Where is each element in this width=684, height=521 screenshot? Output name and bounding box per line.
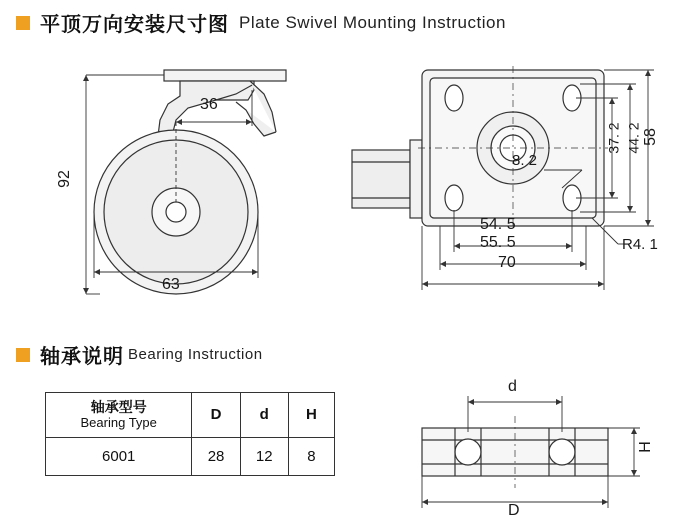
- dim-label-plate-inner-55-5: 55. 5: [480, 234, 516, 251]
- dim-label-height-H: H: [636, 441, 654, 453]
- section-title-en: Plate Swivel Mounting Instruction: [239, 12, 506, 32]
- table-header-D: D: [192, 393, 240, 438]
- dim-label-height-92: 92: [55, 170, 73, 188]
- dim-label-outer-D: D: [508, 502, 520, 519]
- table-header-type-en: Bearing Type: [80, 414, 157, 430]
- cell-D: 28: [192, 438, 240, 476]
- bullet-square-icon: [16, 16, 30, 30]
- dim-label-bolt-y-37-2: 37. 2: [605, 122, 622, 154]
- section-title-cn: 轴承说明: [40, 346, 124, 368]
- dim-label-bolt-x-54-5: 54. 5: [480, 216, 516, 233]
- swivel-side-view: [40, 50, 360, 305]
- cell-bearing-type: 6001: [46, 438, 192, 476]
- dim-label-plate-height-58: 58: [641, 128, 659, 146]
- table-header-row: [46, 393, 335, 438]
- dim-label-inner-d: d: [508, 378, 517, 395]
- table-header-type-cn: 轴承型号: [90, 399, 147, 416]
- table-row: [46, 438, 335, 476]
- table-header-d: d: [240, 393, 288, 438]
- bearing-section-view: [400, 378, 660, 519]
- plate-top-view: [330, 50, 670, 305]
- section-header-bearing: [16, 340, 263, 369]
- dim-label-radius-r4-1: R4. 1: [622, 236, 658, 253]
- table-header-H: H: [288, 393, 334, 438]
- dim-label-wheel-63: 63: [162, 276, 180, 293]
- dim-label-plate-width-70: 70: [498, 254, 516, 271]
- table-header-type: [46, 393, 192, 438]
- dim-label-slot-8-2: 8. 2: [512, 152, 538, 169]
- cell-d: 12: [240, 438, 288, 476]
- section-header-swivel: [16, 8, 506, 37]
- section-title-cn: 平顶万向安装尺寸图: [40, 14, 229, 36]
- cell-H: 8: [288, 438, 334, 476]
- dim-label-bolt-y-44-2: 44. 2: [625, 122, 642, 154]
- bullet-square-icon: [16, 348, 30, 362]
- section-title-en: Bearing Instruction: [128, 346, 263, 363]
- bearing-table: [45, 392, 335, 476]
- dim-label-offset-36: 36: [200, 96, 218, 113]
